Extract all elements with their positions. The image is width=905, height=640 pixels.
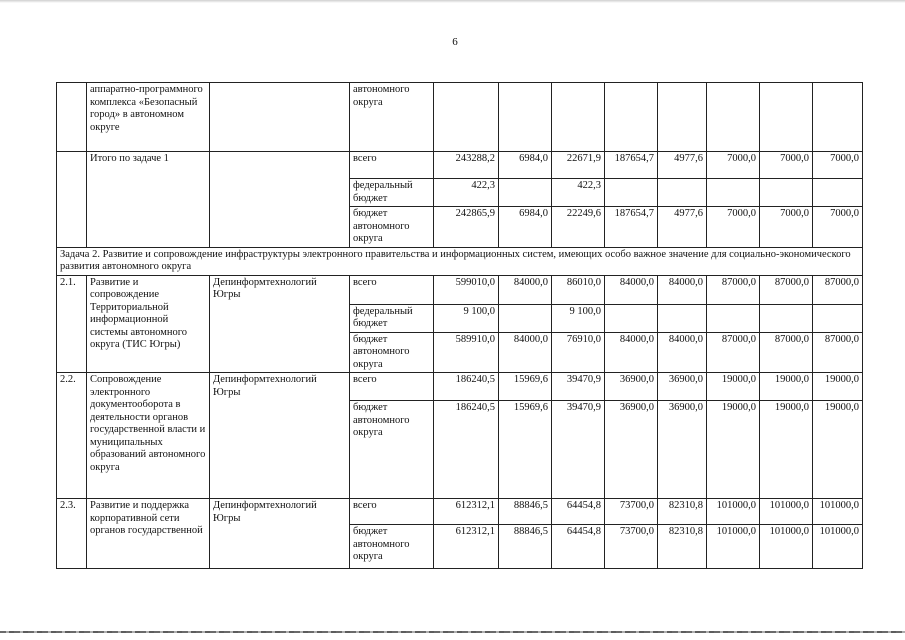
table-row	[57, 373, 863, 401]
cell-value: 76910,0	[552, 332, 605, 373]
cell-value: 82310,8	[658, 499, 707, 525]
funding-source: всего	[350, 152, 434, 179]
activity-name: аппаратно-программного комплекса «Безопасный город» в автономном округе	[87, 83, 210, 152]
cell-value: 101000,0	[760, 499, 813, 525]
cell-value: 599010,0	[434, 275, 499, 304]
cell-value: 422,3	[434, 179, 499, 207]
funding-source: федеральный бюджет	[350, 304, 434, 332]
cell-value: 87000,0	[707, 275, 760, 304]
funding-source: бюджет автономного округа	[350, 207, 434, 248]
cell-value	[760, 304, 813, 332]
activity-name: Сопровождение электронного документооборота в деятельности органов государственной власти и муниципальных образований автономного округа	[87, 373, 210, 499]
cell-value: 87000,0	[707, 332, 760, 373]
cell-value: 86010,0	[552, 275, 605, 304]
cell-value: 84000,0	[605, 275, 658, 304]
cell-value: 84000,0	[605, 332, 658, 373]
executor: Депинформтехнологий Югры	[210, 499, 350, 569]
cell-value: 39470,9	[552, 373, 605, 401]
cell-value: 19000,0	[707, 401, 760, 499]
cell-value: 7000,0	[760, 207, 813, 248]
cell-value	[707, 304, 760, 332]
funding-source: всего	[350, 275, 434, 304]
task-heading: Задача 2. Развитие и сопровождение инфраструктуры электронного правительства и информационных систем, имеющих особо важное значение для социально-экономического развития автономного округа	[57, 247, 863, 275]
cell-value: 4977,6	[658, 152, 707, 179]
cell-value: 15969,6	[499, 401, 552, 499]
activity-name: Развитие и сопровождение Территориальной информационной системы автономного округа (ТИС Югры)	[87, 275, 210, 373]
cell-value: 19000,0	[813, 373, 863, 401]
funding-source: бюджет автономного округа	[350, 525, 434, 569]
cell-value: 7000,0	[760, 152, 813, 179]
cell-value: 7000,0	[707, 207, 760, 248]
cell-value	[813, 304, 863, 332]
cell-value: 101000,0	[707, 499, 760, 525]
funding-source: бюджет автономного округа	[350, 332, 434, 373]
cell-value: 6984,0	[499, 207, 552, 248]
cell-value: 88846,5	[499, 525, 552, 569]
cell-value: 7000,0	[707, 152, 760, 179]
cell-value: 589910,0	[434, 332, 499, 373]
cell-value: 7000,0	[813, 207, 863, 248]
cell-value	[813, 179, 863, 207]
cell-value: 64454,8	[552, 525, 605, 569]
cell-value: 87000,0	[813, 275, 863, 304]
cell-value	[605, 304, 658, 332]
cell-value: 22671,9	[552, 152, 605, 179]
cell-value: 87000,0	[760, 332, 813, 373]
scan-edge-bottom	[0, 631, 905, 633]
cell-value: 19000,0	[760, 373, 813, 401]
cell-value: 19000,0	[813, 401, 863, 499]
cell-value	[499, 304, 552, 332]
cell-value	[499, 179, 552, 207]
cell-value: 87000,0	[760, 275, 813, 304]
cell-value: 4977,6	[658, 207, 707, 248]
cell-value: 101000,0	[813, 525, 863, 569]
cell-value: 243288,2	[434, 152, 499, 179]
cell-value: 15969,6	[499, 373, 552, 401]
item-number: 2.3.	[57, 499, 87, 569]
executor: Депинформтехнологий Югры	[210, 275, 350, 373]
cell-value	[658, 304, 707, 332]
funding-source: бюджет автономного округа	[350, 401, 434, 499]
scan-edge-top	[0, 0, 905, 3]
table-row	[57, 499, 863, 525]
cell-value: 101000,0	[813, 499, 863, 525]
funding-source: всего	[350, 373, 434, 401]
cell-value: 9 100,0	[434, 304, 499, 332]
activity-name: Развитие и поддержка корпоративной сети органов государственной	[87, 499, 210, 569]
cell-value: 84000,0	[499, 332, 552, 373]
cell-value: 187654,7	[605, 152, 658, 179]
cell-value: 84000,0	[658, 275, 707, 304]
table-row	[57, 275, 863, 304]
funding-source: федеральный бюджет	[350, 179, 434, 207]
budget-table	[56, 82, 863, 569]
cell-value: 22249,6	[552, 207, 605, 248]
cell-value	[707, 179, 760, 207]
cell-value: 36900,0	[658, 401, 707, 499]
cell-value: 36900,0	[658, 373, 707, 401]
cell-value: 422,3	[552, 179, 605, 207]
cell-value: 88846,5	[499, 499, 552, 525]
cell-value: 19000,0	[760, 401, 813, 499]
cell-value: 612312,1	[434, 499, 499, 525]
cell-value	[605, 179, 658, 207]
cell-value: 242865,9	[434, 207, 499, 248]
cell-value: 9 100,0	[552, 304, 605, 332]
cell-value: 84000,0	[658, 332, 707, 373]
cell-value: 73700,0	[605, 525, 658, 569]
cell-value: 87000,0	[813, 332, 863, 373]
funding-source: автономного округа	[350, 83, 434, 152]
executor: Депинформтехнологий Югры	[210, 373, 350, 499]
cell-value	[658, 179, 707, 207]
cell-value: 186240,5	[434, 373, 499, 401]
cell-value: 36900,0	[605, 373, 658, 401]
cell-value: 84000,0	[499, 275, 552, 304]
funding-source: всего	[350, 499, 434, 525]
page-number: 6	[452, 36, 458, 48]
table-row	[57, 152, 863, 179]
cell-value: 7000,0	[813, 152, 863, 179]
cell-value: 612312,1	[434, 525, 499, 569]
cell-value: 64454,8	[552, 499, 605, 525]
item-number: 2.1.	[57, 275, 87, 373]
cell-value: 82310,8	[658, 525, 707, 569]
cell-value: 39470,9	[552, 401, 605, 499]
cell-value	[760, 179, 813, 207]
cell-value: 186240,5	[434, 401, 499, 499]
cell-value: 101000,0	[707, 525, 760, 569]
cell-value: 73700,0	[605, 499, 658, 525]
item-number: 2.2.	[57, 373, 87, 499]
cell-value: 101000,0	[760, 525, 813, 569]
cell-value: 187654,7	[605, 207, 658, 248]
cell-value: 36900,0	[605, 401, 658, 499]
table-row	[57, 247, 863, 275]
cell-value: 6984,0	[499, 152, 552, 179]
table-row	[57, 83, 863, 152]
cell-value: 19000,0	[707, 373, 760, 401]
total-label: Итого по задаче 1	[87, 152, 210, 248]
